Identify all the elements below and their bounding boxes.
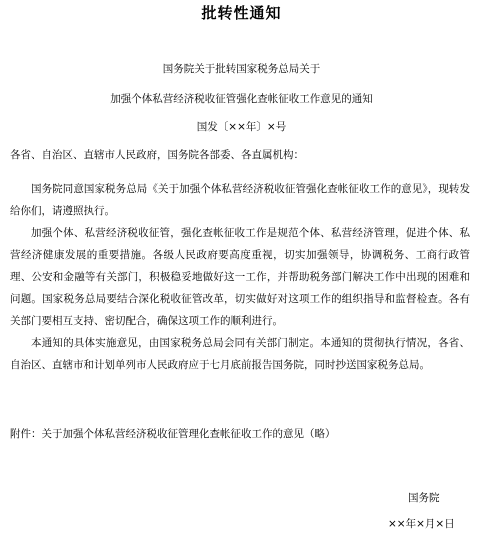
signer-name: 国务院	[408, 492, 440, 504]
heading-line-2: 加强个体私营经济税收征管强化查帐征收工作意见的通知	[110, 93, 373, 105]
document-number: 国发〔××年〕×号	[196, 121, 287, 133]
document-date: ××年×月×日	[388, 518, 455, 530]
body-paragraph-3: 本通知的具体实施意见，由国家税务总局会同有关部门制定。本通知的贯彻执行情况，各省、自治区、直辖市和计划单列市人民政府应于七月底前报告国务院，同时抄送国家税务总局。	[10, 337, 470, 371]
heading-line-1: 国务院关于批转国家税务总局关于	[162, 63, 321, 75]
body-paragraph-1: 国务院同意国家税务总局《关于加强个体私营经济税收征管强化查帐征收工作的意见》，现转发给你们，请遵照执行。	[10, 183, 470, 217]
body-paragraph-2: 加强个体、私营经济税收征管，强化查帐征收工作是规范个体、私营经济管理，促进个体、私营经济健康发展的重要措施。各级人民政府要高度重视，切实加强领导，协调税务、工商行政管理、公安和金融等有关部门，积极稳妥地做好这一工作，并帮助税务部门解决工作中出现的困难和问题。国家税务总局要结合深化税收征管改革，切实做好对这项工作的组织指导和监督检查。各有关部门要相互支持、密切配合，确保这项工作的顺利进行。	[10, 227, 470, 327]
attachment-line: 附件：关于加强个体私营经济税收征管理化查帐征收工作的意见（略）	[10, 428, 336, 440]
document-title: 批转性通知	[201, 4, 282, 22]
addressee-line: 各省、自治区、直辖市人民政府，国务院各部委、各直属机构：	[10, 149, 304, 161]
